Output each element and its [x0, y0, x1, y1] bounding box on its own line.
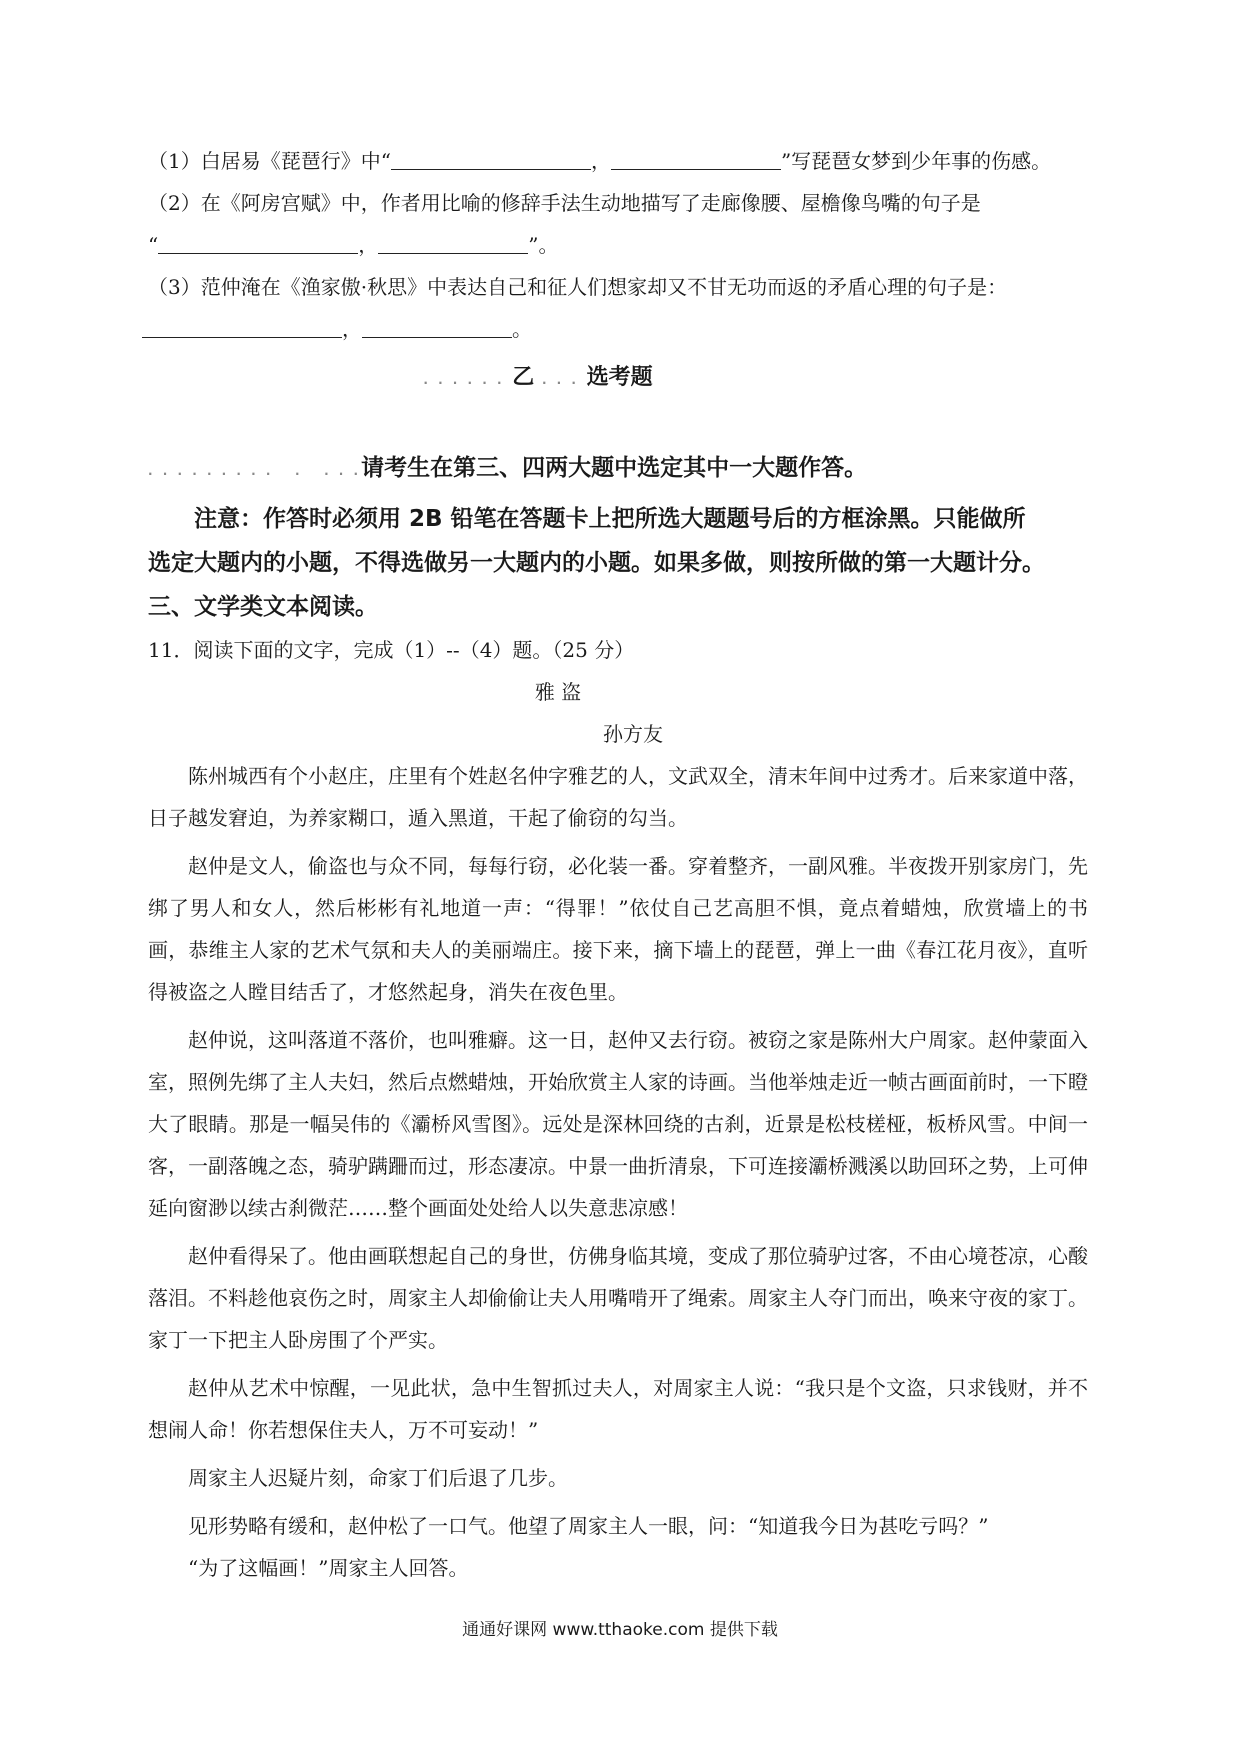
q1-prefix: （1）白居易《琵琶行》中“ [148, 149, 391, 173]
q1-suffix: ”写琵琶女梦到少年事的伤感。 [780, 149, 1052, 173]
section-b-title-b: 选考题 [586, 365, 653, 390]
article-paragraph: 见形势略有缓和，赵仲松了一口气。他望了周家主人一眼，问：“知道我今日为甚吃亏吗？” [188, 1514, 989, 1538]
article-paragraph: 周家主人迟疑片刻，命家丁们后退了几步。 [188, 1466, 568, 1490]
q2-sep: ， [358, 233, 379, 257]
section-b-note-2: 选定大题内的小题，不得选做另一大题内的小题。如果多做，则按所做的第一大题计分。 [148, 550, 1045, 576]
q2-open: “ [148, 233, 159, 257]
article-paragraph: 陈州城西有个小赵庄，庄里有个姓赵名仲字雅艺的人，文武双全，清末年间中过秀才。后来家道中落，日子越发窘迫，为养家糊口，遁入黑道，干起了偷窃的勾当。 [148, 764, 1088, 830]
answer-blank [158, 229, 358, 254]
scan-dots: . . . . . . [423, 373, 505, 387]
article-title: 雅 盗 [534, 680, 582, 704]
section-b-instruction [148, 446, 1088, 493]
question-1 [148, 140, 1088, 182]
question-2-line1: （2）在《阿房宫赋》中，作者用比喻的修辞手法生动地描写了走廊像腰、屋檐像鸟嘴的句子是 [148, 191, 981, 215]
answer-blank [362, 313, 512, 338]
spacer [148, 402, 1088, 446]
question-2-line2 [148, 224, 1088, 266]
exam-page [148, 140, 1088, 1589]
section-b-note-1: 注意：作答时必须用 2B 铅笔在答题卡上把所选大题题号后的方框涂黑。只能做所 [194, 506, 1026, 532]
answer-blank [378, 229, 528, 254]
article-paragraph: 赵仲看得呆了。他由画联想起自己的身世，仿佛身临其境，变成了那位骑驴过客，不由心境苍凉，心酸落泪。不料趁他哀伤之时，周家主人却偷偷让夫人用嘴啃开了绳索。周家主人夺门而出，唤来守夜的家丁。家丁一下把主人卧房围了个严实。 [148, 1244, 1088, 1352]
q3-suffix: 。 [512, 317, 532, 341]
q1-sep: ， [590, 149, 611, 173]
section-b-title-a: 乙 [512, 365, 535, 390]
answer-blank [142, 313, 342, 338]
article-paragraph: 赵仲从艺术中惊醒，一见此状，急中生智抓过夫人，对周家主人说：“我只是个文盗，只求钱财，并不想闹人命！你若想保住夫人，万不可妄动！” [148, 1376, 1088, 1442]
article-paragraph: 赵仲是文人，偷盗也与众不同，每每行窃，必化装一番。穿着整齐，一副风雅。半夜拨开别家房门，先绑了男人和女人，然后彬彬有礼地道一声：“得罪！”依仗自己艺高胆不惧，竟点着蜡烛，欣赏墙上的书画，恭维主人家的艺术气氛和夫人的美丽端庄。接下来，摘下墙上的琵琶，弹上一曲《春江花月夜》，直听得被盗之人瞠目结舌了，才悠然起身，消失在夜色里。 [148, 854, 1088, 1004]
page-footer: 通通好课网 www.tthaoke.com 提供下载 [462, 1620, 778, 1640]
answer-blank [611, 145, 781, 170]
article-paragraph: 赵仲说，这叫落道不落价，也叫雅癖。这一日，赵仲又去行窃。被窃之家是陈州大户周家。赵仲蒙面入室，照例先绑了主人夫妇，然后点燃蜡烛，开始欣赏主人家的诗画。当他举烛走近一帧古画面前时，一下瞪大了眼睛。那是一幅吴伟的《灞桥风雪图》。远处是深林回绕的古刹，近景是松枝槎桠，板桥风雪。中间一客，一副落魄之态，骑驴蹒跚而过，形态凄凉。中景一曲折清泉，下可连接灞桥溅溪以助回环之势，上可伸延向窗渺以续古刹微茫……整个画面处处给人以失意悲凉感！ [148, 1028, 1088, 1220]
instruction-text: 请考生在第三、四两大题中选定其中一大题作答。 [361, 455, 868, 481]
q3-sep: ， [342, 317, 362, 341]
question-3-line1: （3）范仲淹在《渔家傲·秋思》中表达自己和征人们想家却又不甘无功而返的矛盾心理的句子是： [148, 275, 1008, 299]
answer-blank [391, 145, 591, 170]
article-paragraph: “为了这幅画！”周家主人回答。 [188, 1556, 469, 1580]
q2-suffix: ”。 [528, 233, 559, 257]
article-author: 孙方友 [603, 722, 663, 746]
section-b-title [148, 356, 1088, 402]
part3-heading: 三、文学类文本阅读。 [148, 594, 378, 620]
scan-dots: . . . [541, 373, 579, 387]
question-11: 11．阅读下面的文字，完成（1）--（4）题。（25 分） [148, 638, 635, 662]
question-3-line2 [148, 308, 1088, 350]
scan-dots: . . . . . . . . . . . . . [148, 464, 362, 478]
